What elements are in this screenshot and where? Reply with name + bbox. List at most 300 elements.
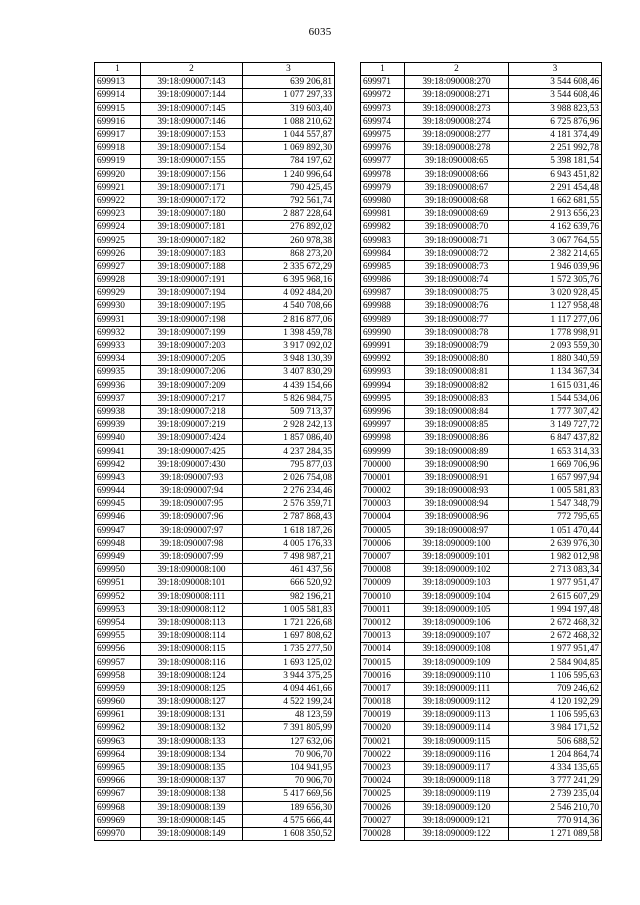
cadastral-number-cell: 39:18:090009:107 <box>405 630 509 643</box>
row-number-cell: 700018 <box>361 696 405 709</box>
value-cell: 1 653 314,33 <box>509 445 602 458</box>
table-header-row <box>95 63 335 76</box>
table-row <box>361 788 602 801</box>
row-number-cell: 699954 <box>95 616 141 629</box>
value-cell: 506 688,52 <box>509 735 602 748</box>
cadastral-number-cell: 39:18:090007:209 <box>141 379 243 392</box>
row-number-cell: 699976 <box>361 142 405 155</box>
cadastral-number-cell: 39:18:090007:195 <box>141 300 243 313</box>
row-number-cell: 699962 <box>95 722 141 735</box>
row-number-cell: 699997 <box>361 419 405 432</box>
row-number-cell: 699967 <box>95 788 141 801</box>
row-number-cell: 699940 <box>95 432 141 445</box>
table-row <box>361 326 602 339</box>
cadastral-number-cell: 39:18:090009:119 <box>405 788 509 801</box>
table-row <box>95 696 335 709</box>
cadastral-number-cell: 39:18:090007:180 <box>141 208 243 221</box>
table-row <box>361 155 602 168</box>
column-header-1: 1 <box>95 63 141 76</box>
row-number-cell: 699965 <box>95 761 141 774</box>
value-cell: 2 584 904,85 <box>509 656 602 669</box>
value-cell: 6 395 968,16 <box>243 274 335 287</box>
cadastral-number-cell: 39:18:090009:120 <box>405 801 509 814</box>
cadastral-number-cell: 39:18:090008:83 <box>405 392 509 405</box>
cadastral-number-cell: 39:18:090008:137 <box>141 775 243 788</box>
cadastral-number-cell: 39:18:090009:109 <box>405 656 509 669</box>
value-cell: 2 546 210,70 <box>509 801 602 814</box>
cadastral-number-cell: 39:18:090007:183 <box>141 247 243 260</box>
table-row <box>95 260 335 273</box>
row-number-cell: 699943 <box>95 471 141 484</box>
cadastral-number-cell: 39:18:090009:116 <box>405 748 509 761</box>
table-row <box>361 616 602 629</box>
row-number-cell: 699981 <box>361 208 405 221</box>
table-row <box>95 405 335 418</box>
table-row <box>361 445 602 458</box>
value-cell: 1 117 277,06 <box>509 313 602 326</box>
table-row <box>95 274 335 287</box>
cadastral-number-cell: 39:18:090008:79 <box>405 339 509 352</box>
row-number-cell: 699980 <box>361 194 405 207</box>
row-number-cell: 699994 <box>361 379 405 392</box>
column-header-1: 1 <box>361 63 405 76</box>
table-row <box>361 656 602 669</box>
row-number-cell: 700015 <box>361 656 405 669</box>
cadastral-number-cell: 39:18:090007:203 <box>141 339 243 352</box>
value-cell: 7 498 987,21 <box>243 550 335 563</box>
cadastral-number-cell: 39:18:090008:68 <box>405 194 509 207</box>
row-number-cell: 699974 <box>361 115 405 128</box>
row-number-cell: 699945 <box>95 498 141 511</box>
cadastral-number-cell: 39:18:090008:114 <box>141 630 243 643</box>
cadastral-number-cell: 39:18:090008:132 <box>141 722 243 735</box>
value-cell: 1 946 039,96 <box>509 260 602 273</box>
table-row <box>95 379 335 392</box>
table-row <box>361 827 602 840</box>
cadastral-number-cell: 39:18:090007:217 <box>141 392 243 405</box>
value-cell: 2 739 235,04 <box>509 788 602 801</box>
table-row <box>95 128 335 141</box>
cadastral-number-cell: 39:18:090009:103 <box>405 577 509 590</box>
table-row <box>361 814 602 827</box>
value-cell: 3 544 608,46 <box>509 89 602 102</box>
table-row <box>361 76 602 89</box>
row-number-cell: 699983 <box>361 234 405 247</box>
value-cell: 127 632,06 <box>243 735 335 748</box>
value-cell: 2 093 559,30 <box>509 339 602 352</box>
cadastral-number-cell: 39:18:090007:156 <box>141 168 243 181</box>
value-cell: 1 398 459,78 <box>243 326 335 339</box>
table-row <box>361 168 602 181</box>
row-number-cell: 699953 <box>95 603 141 616</box>
value-cell: 509 713,37 <box>243 405 335 418</box>
table-row <box>361 313 602 326</box>
cadastral-number-cell: 39:18:090007:218 <box>141 405 243 418</box>
table-row <box>361 287 602 300</box>
table-row <box>95 471 335 484</box>
value-cell: 2 291 454,48 <box>509 181 602 194</box>
cadastral-number-cell: 39:18:090008:80 <box>405 353 509 366</box>
value-cell: 1 857 086,40 <box>243 432 335 445</box>
cadastral-number-cell: 39:18:090008:278 <box>405 142 509 155</box>
value-cell: 6 847 437,82 <box>509 432 602 445</box>
cadastral-number-cell: 39:18:090007:145 <box>141 102 243 115</box>
cadastral-number-cell: 39:18:090008:134 <box>141 748 243 761</box>
cadastral-number-cell: 39:18:090008:65 <box>405 155 509 168</box>
table-row <box>361 643 602 656</box>
cadastral-number-cell: 39:18:090009:118 <box>405 775 509 788</box>
table-row <box>361 142 602 155</box>
cadastral-table-left <box>94 62 335 841</box>
table-row <box>95 115 335 128</box>
cadastral-number-cell: 39:18:090007:155 <box>141 155 243 168</box>
cadastral-number-cell: 39:18:090009:100 <box>405 537 509 550</box>
row-number-cell: 700017 <box>361 682 405 695</box>
cadastral-number-cell: 39:18:090008:273 <box>405 102 509 115</box>
row-number-cell: 700026 <box>361 801 405 814</box>
cadastral-number-cell: 39:18:090008:82 <box>405 379 509 392</box>
row-number-cell: 700000 <box>361 458 405 471</box>
table-row <box>95 722 335 735</box>
cadastral-number-cell: 39:18:090009:104 <box>405 590 509 603</box>
value-cell: 2 913 656,23 <box>509 208 602 221</box>
table-row <box>361 339 602 352</box>
cadastral-number-cell: 39:18:090008:113 <box>141 616 243 629</box>
cadastral-number-cell: 39:18:090009:111 <box>405 682 509 695</box>
row-number-cell: 699956 <box>95 643 141 656</box>
cadastral-number-cell: 39:18:090008:125 <box>141 682 243 695</box>
table-row <box>95 643 335 656</box>
cadastral-number-cell: 39:18:090007:198 <box>141 313 243 326</box>
table-row <box>361 511 602 524</box>
table-row <box>361 247 602 260</box>
row-number-cell: 699999 <box>361 445 405 458</box>
cadastral-number-cell: 39:18:090009:112 <box>405 696 509 709</box>
cadastral-number-cell: 39:18:090008:97 <box>405 524 509 537</box>
table-row <box>361 366 602 379</box>
table-row <box>95 300 335 313</box>
cadastral-number-cell: 39:18:090007:188 <box>141 260 243 273</box>
cadastral-number-cell: 39:18:090007:93 <box>141 471 243 484</box>
row-number-cell: 699968 <box>95 801 141 814</box>
table-row <box>95 326 335 339</box>
cadastral-number-cell: 39:18:090007:191 <box>141 274 243 287</box>
value-cell: 1 088 210,62 <box>243 115 335 128</box>
row-number-cell: 699913 <box>95 76 141 89</box>
cadastral-number-cell: 39:18:090008:69 <box>405 208 509 221</box>
table-row <box>95 458 335 471</box>
row-number-cell: 699939 <box>95 419 141 432</box>
value-cell: 70 906,70 <box>243 775 335 788</box>
table-row <box>361 577 602 590</box>
row-number-cell: 700006 <box>361 537 405 550</box>
table-row <box>95 630 335 643</box>
row-number-cell: 699937 <box>95 392 141 405</box>
value-cell: 260 978,38 <box>243 234 335 247</box>
table-row <box>361 669 602 682</box>
table-row <box>95 537 335 550</box>
table-row <box>95 485 335 498</box>
table-row <box>95 761 335 774</box>
row-number-cell: 700024 <box>361 775 405 788</box>
table-row <box>361 682 602 695</box>
cadastral-number-cell: 39:18:090009:113 <box>405 709 509 722</box>
table-row <box>95 814 335 827</box>
cadastral-number-cell: 39:18:090008:89 <box>405 445 509 458</box>
row-number-cell: 699988 <box>361 300 405 313</box>
cadastral-number-cell: 39:18:090007:154 <box>141 142 243 155</box>
value-cell: 2 887 228,64 <box>243 208 335 221</box>
row-number-cell: 699985 <box>361 260 405 273</box>
value-cell: 2 276 234,46 <box>243 485 335 498</box>
value-cell: 4 575 666,44 <box>243 814 335 827</box>
cadastral-number-cell: 39:18:090008:70 <box>405 221 509 234</box>
table-row <box>361 471 602 484</box>
row-number-cell: 699955 <box>95 630 141 643</box>
table-row <box>361 748 602 761</box>
table-row <box>361 564 602 577</box>
cadastral-table-right <box>360 62 602 841</box>
value-cell: 1 777 307,42 <box>509 405 602 418</box>
table-row <box>95 366 335 379</box>
value-cell: 2 787 868,43 <box>243 511 335 524</box>
row-number-cell: 700016 <box>361 669 405 682</box>
value-cell: 1 204 864,74 <box>509 748 602 761</box>
row-number-cell: 700023 <box>361 761 405 774</box>
row-number-cell: 699925 <box>95 234 141 247</box>
table-header-row <box>361 63 602 76</box>
row-number-cell: 700027 <box>361 814 405 827</box>
row-number-cell: 699986 <box>361 274 405 287</box>
cadastral-number-cell: 39:18:090009:106 <box>405 616 509 629</box>
table-row <box>361 102 602 115</box>
cadastral-number-cell: 39:18:090009:102 <box>405 564 509 577</box>
cadastral-number-cell: 39:18:090008:76 <box>405 300 509 313</box>
value-cell: 3 944 375,25 <box>243 669 335 682</box>
column-header-3: 3 <box>243 63 335 76</box>
row-number-cell: 699977 <box>361 155 405 168</box>
value-cell: 4 540 708,66 <box>243 300 335 313</box>
cadastral-number-cell: 39:18:090007:425 <box>141 445 243 458</box>
value-cell: 4 181 374,49 <box>509 128 602 141</box>
value-cell: 1 977 951,47 <box>509 577 602 590</box>
cadastral-number-cell: 39:18:090007:199 <box>141 326 243 339</box>
cadastral-number-cell: 39:18:090008:90 <box>405 458 509 471</box>
table-row <box>95 247 335 260</box>
table-row <box>361 208 602 221</box>
table-row <box>361 485 602 498</box>
value-cell: 1 662 681,55 <box>509 194 602 207</box>
row-number-cell: 699978 <box>361 168 405 181</box>
row-number-cell: 700011 <box>361 603 405 616</box>
table-row <box>361 432 602 445</box>
value-cell: 3 988 823,53 <box>509 102 602 115</box>
row-number-cell: 700008 <box>361 564 405 577</box>
table-row <box>95 616 335 629</box>
value-cell: 2 713 083,34 <box>509 564 602 577</box>
table-row <box>361 603 602 616</box>
row-number-cell: 700005 <box>361 524 405 537</box>
value-cell: 2 251 992,78 <box>509 142 602 155</box>
table-row <box>95 445 335 458</box>
table-row <box>361 630 602 643</box>
value-cell: 2 615 607,29 <box>509 590 602 603</box>
cadastral-number-cell: 39:18:090008:127 <box>141 696 243 709</box>
table-row <box>95 155 335 168</box>
value-cell: 2 672 468,32 <box>509 630 602 643</box>
row-number-cell: 699930 <box>95 300 141 313</box>
row-number-cell: 700019 <box>361 709 405 722</box>
cadastral-number-cell: 39:18:090008:135 <box>141 761 243 774</box>
value-cell: 70 906,70 <box>243 748 335 761</box>
cadastral-number-cell: 39:18:090007:181 <box>141 221 243 234</box>
column-header-2: 2 <box>405 63 509 76</box>
value-cell: 2 672 468,32 <box>509 616 602 629</box>
table-row <box>95 709 335 722</box>
value-cell: 1 615 031,46 <box>509 379 602 392</box>
table-row <box>361 221 602 234</box>
row-number-cell: 699991 <box>361 339 405 352</box>
value-cell: 4 120 192,29 <box>509 696 602 709</box>
table-row <box>361 274 602 287</box>
value-cell: 784 197,62 <box>243 155 335 168</box>
table-row <box>95 221 335 234</box>
cadastral-number-cell: 39:18:090008:116 <box>141 656 243 669</box>
cadastral-number-cell: 39:18:090007:98 <box>141 537 243 550</box>
value-cell: 48 123,59 <box>243 709 335 722</box>
value-cell: 2 382 214,65 <box>509 247 602 260</box>
cadastral-number-cell: 39:18:090008:101 <box>141 577 243 590</box>
row-number-cell: 699936 <box>95 379 141 392</box>
table-row <box>95 656 335 669</box>
cadastral-number-cell: 39:18:090007:194 <box>141 287 243 300</box>
cadastral-number-cell: 39:18:090008:111 <box>141 590 243 603</box>
cadastral-number-cell: 39:18:090009:108 <box>405 643 509 656</box>
table-row <box>361 260 602 273</box>
cadastral-number-cell: 39:18:090008:77 <box>405 313 509 326</box>
table-row <box>361 498 602 511</box>
value-cell: 790 425,45 <box>243 181 335 194</box>
row-number-cell: 699963 <box>95 735 141 748</box>
value-cell: 3 984 171,52 <box>509 722 602 735</box>
table-row <box>361 300 602 313</box>
row-number-cell: 699959 <box>95 682 141 695</box>
table-row <box>95 102 335 115</box>
row-number-cell: 699950 <box>95 564 141 577</box>
row-number-cell: 699990 <box>361 326 405 339</box>
value-cell: 2 335 672,29 <box>243 260 335 273</box>
value-cell: 795 877,03 <box>243 458 335 471</box>
row-number-cell: 700021 <box>361 735 405 748</box>
cadastral-number-cell: 39:18:090009:110 <box>405 669 509 682</box>
value-cell: 1 994 197,48 <box>509 603 602 616</box>
value-cell: 792 561,74 <box>243 194 335 207</box>
cadastral-number-cell: 39:18:090008:100 <box>141 564 243 577</box>
table-row <box>95 827 335 840</box>
table-row <box>361 761 602 774</box>
value-cell: 3 948 130,39 <box>243 353 335 366</box>
value-cell: 1 572 305,76 <box>509 274 602 287</box>
table-row <box>361 590 602 603</box>
cadastral-number-cell: 39:18:090009:117 <box>405 761 509 774</box>
row-number-cell: 699928 <box>95 274 141 287</box>
value-cell: 4 094 461,66 <box>243 682 335 695</box>
value-cell: 3 544 608,46 <box>509 76 602 89</box>
table-row <box>95 511 335 524</box>
row-number-cell: 699926 <box>95 247 141 260</box>
row-number-cell: 700001 <box>361 471 405 484</box>
value-cell: 1 977 951,47 <box>509 643 602 656</box>
row-number-cell: 700004 <box>361 511 405 524</box>
row-number-cell: 699934 <box>95 353 141 366</box>
value-cell: 4 005 176,33 <box>243 537 335 550</box>
row-number-cell: 699948 <box>95 537 141 550</box>
row-number-cell: 699984 <box>361 247 405 260</box>
cadastral-number-cell: 39:18:090007:153 <box>141 128 243 141</box>
value-cell: 4 522 199,24 <box>243 696 335 709</box>
row-number-cell: 700025 <box>361 788 405 801</box>
row-number-cell: 699946 <box>95 511 141 524</box>
table-row <box>95 748 335 761</box>
value-cell: 666 520,92 <box>243 577 335 590</box>
value-cell: 2 928 242,13 <box>243 419 335 432</box>
value-cell: 6 725 876,96 <box>509 115 602 128</box>
row-number-cell: 699951 <box>95 577 141 590</box>
value-cell: 6 943 451,82 <box>509 168 602 181</box>
table-row <box>95 287 335 300</box>
table-row <box>95 234 335 247</box>
row-number-cell: 699960 <box>95 696 141 709</box>
cadastral-number-cell: 39:18:090007:219 <box>141 419 243 432</box>
row-number-cell: 699973 <box>361 102 405 115</box>
row-number-cell: 700014 <box>361 643 405 656</box>
row-number-cell: 699916 <box>95 115 141 128</box>
row-number-cell: 699932 <box>95 326 141 339</box>
value-cell: 1 005 581,83 <box>509 485 602 498</box>
cadastral-number-cell: 39:18:090007:95 <box>141 498 243 511</box>
value-cell: 2 576 359,71 <box>243 498 335 511</box>
cadastral-number-cell: 39:18:090007:143 <box>141 76 243 89</box>
cadastral-number-cell: 39:18:090007:172 <box>141 194 243 207</box>
value-cell: 2 816 877,06 <box>243 313 335 326</box>
table-row <box>95 577 335 590</box>
cadastral-number-cell: 39:18:090008:277 <box>405 128 509 141</box>
value-cell: 2 026 754,08 <box>243 471 335 484</box>
table-row <box>361 353 602 366</box>
value-cell: 1 044 557,87 <box>243 128 335 141</box>
cadastral-number-cell: 39:18:090007:146 <box>141 115 243 128</box>
row-number-cell: 699918 <box>95 142 141 155</box>
cadastral-number-cell: 39:18:090009:121 <box>405 814 509 827</box>
value-cell: 1 721 226,68 <box>243 616 335 629</box>
row-number-cell: 699942 <box>95 458 141 471</box>
row-number-cell: 699996 <box>361 405 405 418</box>
cadastral-number-cell: 39:18:090008:138 <box>141 788 243 801</box>
row-number-cell: 700022 <box>361 748 405 761</box>
table-row <box>95 432 335 445</box>
cadastral-number-cell: 39:18:090007:94 <box>141 485 243 498</box>
page-number: 6035 <box>308 26 332 38</box>
table-row <box>361 379 602 392</box>
cadastral-number-cell: 39:18:090009:122 <box>405 827 509 840</box>
row-number-cell: 699914 <box>95 89 141 102</box>
cadastral-number-cell: 39:18:090008:81 <box>405 366 509 379</box>
table-row <box>361 696 602 709</box>
row-number-cell: 699975 <box>361 128 405 141</box>
row-number-cell: 699917 <box>95 128 141 141</box>
value-cell: 1 077 297,33 <box>243 89 335 102</box>
row-number-cell: 699979 <box>361 181 405 194</box>
